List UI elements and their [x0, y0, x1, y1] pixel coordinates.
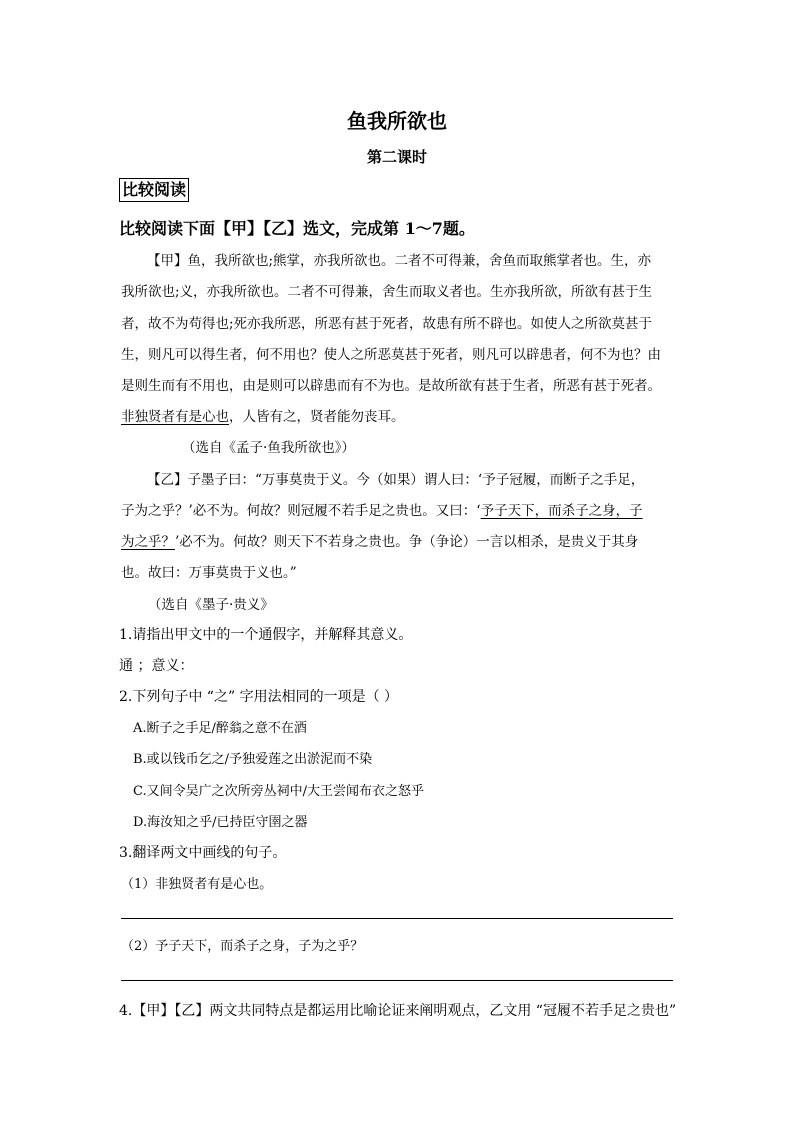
passage-a-line-6: [121, 405, 405, 425]
question-1-answer-prompt: 通 ；意义：: [119, 658, 194, 674]
passage-b-line-2-pre: 子为之乎？’必不为。何故？则冠履不若手足之贵也。又曰：‘: [121, 503, 481, 519]
question-4: 4.【甲】【乙】两文共同特点是都运用比喻论证来阐明观点，乙文用 “冠履不若手足之贵也”: [119, 1003, 677, 1019]
passage-a-line-1: 【甲】鱼，我所欲也;熊掌，亦我所欲也。二者不可得兼，舍鱼而取熊掌者也。生，亦: [147, 253, 652, 269]
passage-b-source: （选自《墨子·贵义》: [148, 597, 274, 613]
passage-a-line-5: 是则生而有不用也，由是则可以辟患而有不为也。是故所欲有甚于生者，所恶有甚于死者。: [121, 378, 661, 394]
question-2-option-a: A.断子之手足/醉翁之意不在酒: [133, 721, 307, 736]
instruction: 比较阅读下面【甲】【乙】选文，完成第 1～7题。: [119, 219, 475, 238]
passage-b-line-4: 也。故曰：万事莫贵于义也。”: [121, 565, 297, 581]
answer-line-2: [121, 980, 673, 981]
passage-b-line-2: [121, 499, 643, 519]
underlined-sentence-2-part-2: 为之乎？: [121, 534, 175, 550]
question-2: 2.下列句子中 “之” 字用法相同的一项是（ ）: [119, 689, 399, 705]
question-3-item-2: （2）予子天下，而杀子之身，子为之乎？: [121, 939, 364, 954]
question-3-item-1: （1）非独贤者有是心也。: [121, 877, 273, 892]
underlined-sentence-2-part-1: 予子天下，而杀子之身，子: [480, 503, 643, 519]
question-2-option-c: C.又间令吴广之次所旁丛祠中/大王尝闻布衣之怒乎: [133, 784, 424, 799]
passage-b-line-3-rest: ’必不为。何故？则天下不若身之贵也。争（争论）一言以相杀，是贵义于其身: [175, 534, 639, 550]
passage-a-line-3: 者，故不为苟得也;死亦我所恶，所恶有甚于死者，故患有所不辟也。如使人之所欲莫甚于: [121, 316, 653, 332]
passage-b-line-3: [121, 530, 638, 550]
page-title: 鱼我所欲也: [347, 109, 447, 133]
passage-a-line-4: 生，则凡可以得生者，何不用也？使人之所恶莫甚于死者，则凡可以辟患者，何不为也？由: [121, 347, 661, 363]
question-1: 1.请指出甲文中的一个通假字，并解释其意义。: [119, 627, 413, 643]
page-subtitle: 第二课时: [366, 148, 427, 166]
answer-line-1: [121, 918, 673, 919]
question-2-option-b: B.或以钱币乞之/予独爱莲之出淤泥而不染: [133, 752, 373, 767]
question-3: 3.翻译两文中画线的句子。: [119, 845, 287, 861]
passage-a-line-2: 我所欲也;义，亦我所欲也。二者不可得兼，舍生而取义者也。生亦我所欲，所欲有甚于生: [121, 284, 653, 300]
passage-a-source: （选自《孟子·鱼我所欲也》）: [182, 440, 356, 456]
section-label: 比较阅读: [119, 178, 189, 202]
question-2-option-d: D.海汝知之乎/已持臣守圉之器: [133, 815, 308, 830]
passage-a-line-6-rest: ，人皆有之，贤者能勿丧耳。: [229, 409, 405, 425]
passage-b-line-1: 【乙】子墨子曰：“万事莫贵于义。今（如果）谓人曰：‘予子冠履，而断子之手足，: [147, 472, 645, 488]
underlined-sentence-1: 非独贤者有是心也: [121, 409, 229, 425]
